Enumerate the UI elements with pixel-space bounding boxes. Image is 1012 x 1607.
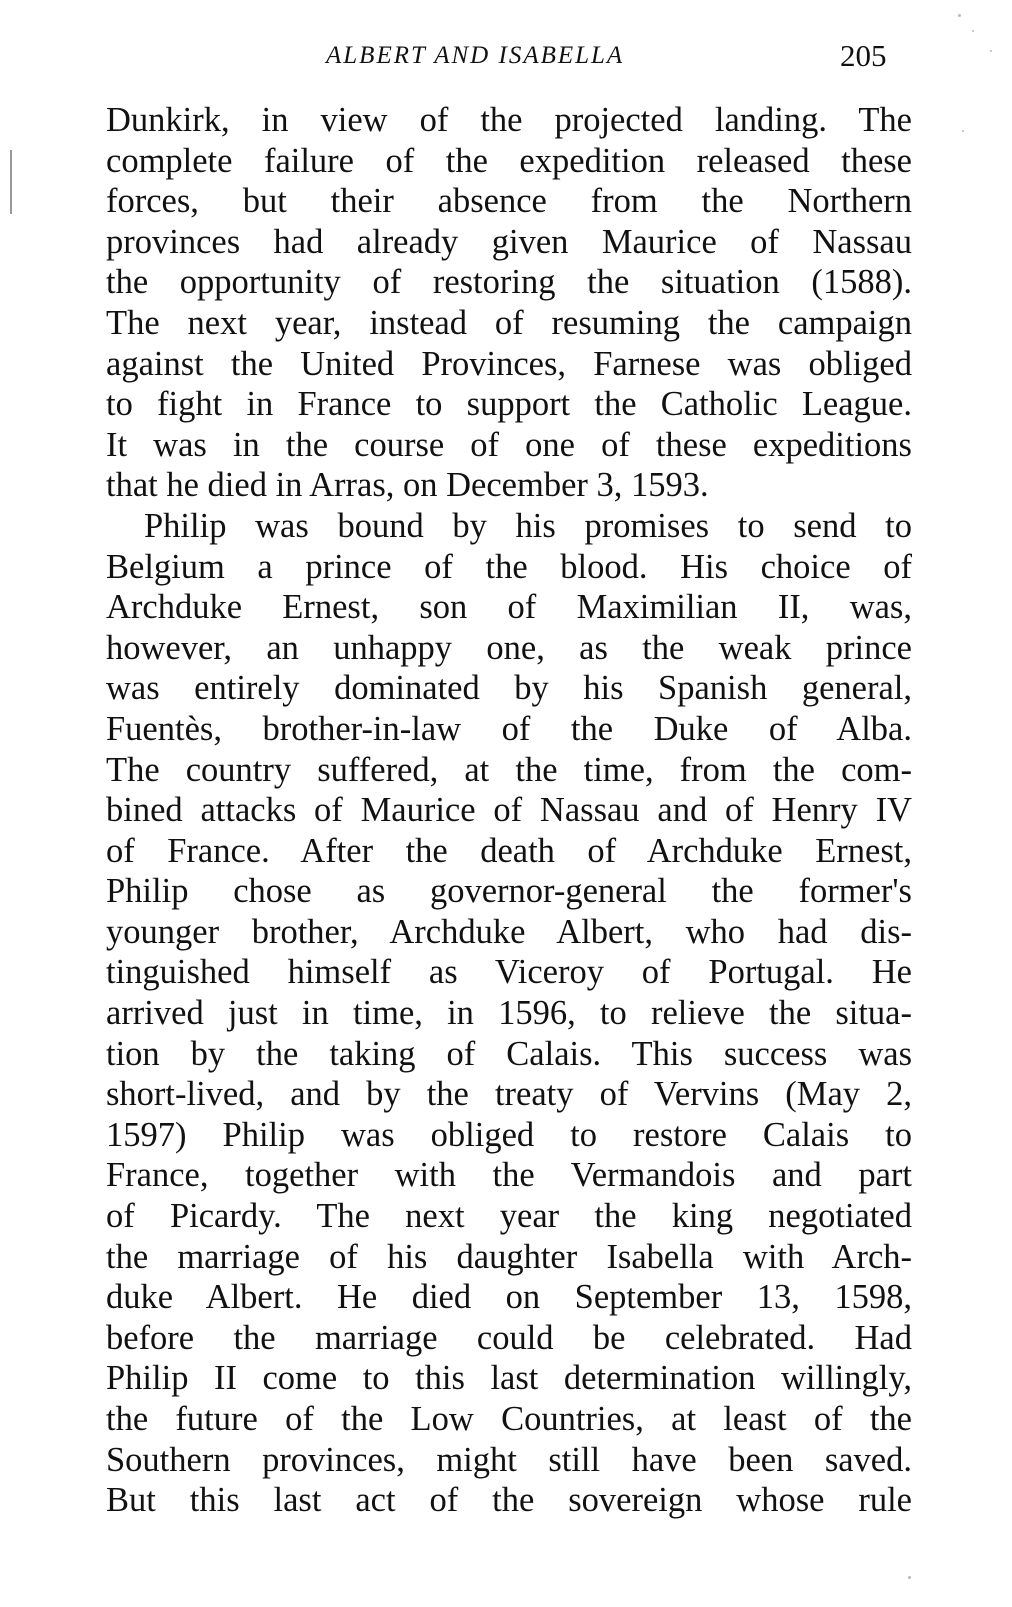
- text-line: to fight in France to support the Catholic League.: [106, 385, 912, 424]
- text-line: Belgium a prince of the blood. His choice of: [106, 547, 912, 586]
- text-line: Dunkirk, in view of the projected landing. The: [106, 101, 912, 139]
- text-line: that he died in Arras, on December 3, 1593.: [106, 466, 709, 505]
- text-line: duke Albert. He died on September 13, 1598,: [106, 1278, 912, 1317]
- text-line: the future of the Low Countries, at least of the: [106, 1400, 912, 1438]
- scan-speck: [958, 14, 961, 17]
- text-line: Southern provinces, might still have been saved.: [106, 1440, 912, 1479]
- text-line: Philip chose as governor-general the former's: [106, 872, 912, 911]
- text-line: provinces had already given Maurice of Nassau: [106, 222, 912, 261]
- text-line: younger brother, Archduke Albert, who had dis-: [106, 912, 912, 951]
- text-line: The country suffered, at the time, from the com-: [106, 750, 912, 789]
- margin-mark: [10, 150, 12, 214]
- text-line: the opportunity of restoring the situation (1588).: [106, 263, 912, 302]
- text-line: bined attacks of Maurice of Nassau and of Henry IV: [106, 791, 912, 830]
- text-line: complete failure of the expedition released these: [106, 141, 912, 180]
- text-line: France, together with the Vermandois and part: [106, 1156, 912, 1195]
- paragraph-first-line: Philip was bound by his promises to send to: [144, 506, 912, 545]
- text-line: of France. After the death of Archduke Ernest,: [106, 831, 912, 870]
- text-line: before the marriage could be celebrated. Had: [106, 1318, 912, 1357]
- text-line: of Picardy. The next year the king negotiated: [106, 1197, 912, 1236]
- scan-speck: [908, 1576, 911, 1579]
- text-line: It was in the course of one of these expeditions: [106, 425, 912, 464]
- scan-speck: [962, 130, 964, 132]
- text-line: Philip II come to this last determination willingly,: [106, 1359, 912, 1398]
- scan-speck: [990, 50, 992, 52]
- running-head: [0, 36, 1012, 76]
- text-line: short-lived, and by the treaty of Vervins (May 2,: [106, 1075, 912, 1114]
- text-line: was entirely dominated by his Spanish general,: [106, 669, 912, 708]
- text-line: forces, but their absence from the Northern: [106, 182, 912, 221]
- text-line: The next year, instead of resuming the campaign: [106, 303, 912, 342]
- scan-speck: [972, 30, 974, 32]
- text-line: arrived just in time, in 1596, to relieve the situa-: [106, 994, 912, 1033]
- text-line: 1597) Philip was obliged to restore Calais to: [106, 1115, 912, 1154]
- page-number: 205: [840, 38, 887, 73]
- body-text: [106, 100, 912, 1521]
- text-line: Fuentès, brother-in-law of the Duke of Alba.: [106, 709, 912, 748]
- text-line: however, an unhappy one, as the weak prince: [106, 628, 912, 667]
- text-line: against the United Provinces, Farnese was obliged: [106, 344, 912, 383]
- text-line: But this last act of the sovereign whose rule: [106, 1481, 912, 1520]
- text-line: tinguished himself as Viceroy of Portugal. He: [106, 953, 912, 992]
- text-line: the marriage of his daughter Isabella with Arch-: [106, 1237, 912, 1276]
- text-line: tion by the taking of Calais. This success was: [106, 1034, 912, 1073]
- text-line: Archduke Ernest, son of Maximilian II, was,: [106, 588, 912, 627]
- running-title: ALBERT AND ISABELLA: [326, 42, 625, 69]
